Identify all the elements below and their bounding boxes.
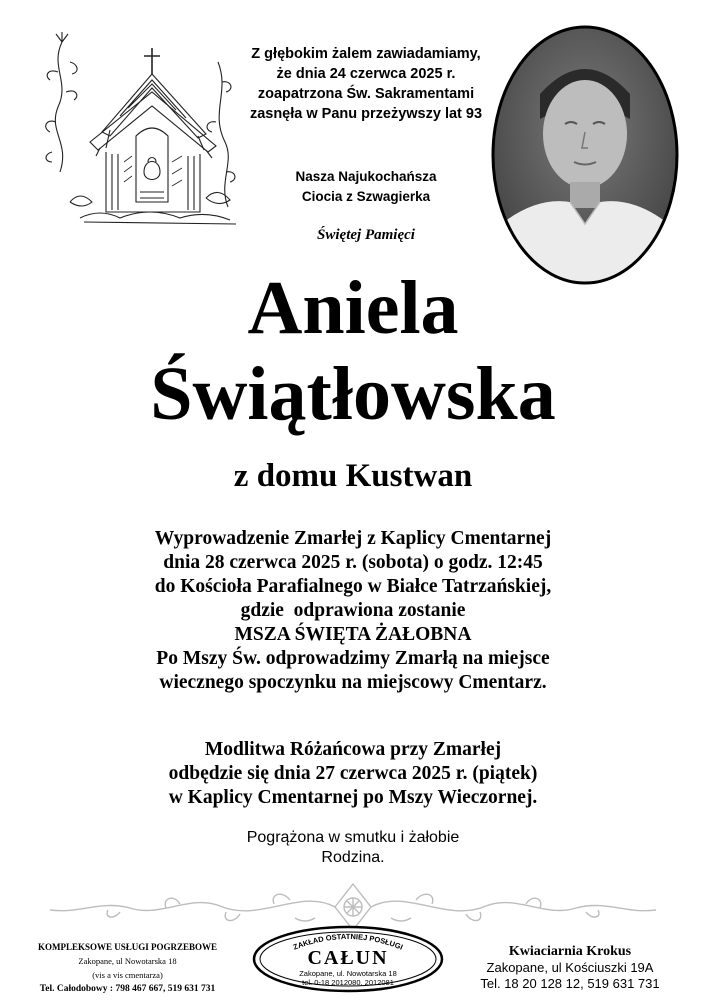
intro-line: zasnęła w Panu przeżywszy lat 93	[249, 106, 483, 122]
relation-text	[235, 167, 497, 207]
mourners-line: Rodzina.	[321, 849, 385, 866]
intro-text	[235, 44, 497, 124]
funeral-home-note: (vis a vis cmentarza)	[92, 970, 163, 980]
maiden-name: z domu Kustwan	[233, 458, 473, 494]
logo-phone: tel. 0-18 2012080, 2012081	[302, 978, 394, 987]
funeral-line: Wyprowadzenie Zmarłej z Kaplicy Cmentarnej	[154, 528, 552, 549]
funeral-info	[0, 527, 706, 695]
florist-phone: Tel. 18 20 128 12, 519 631 731	[480, 976, 660, 991]
rosary-line: Modlitwa Różańcowa przy Zmarłej	[204, 739, 502, 760]
funeral-line: MSZA ŚWIĘTA ŻAŁOBNA	[234, 624, 472, 645]
rosary-line: w Kaplicy Cmentarnej po Mszy Wieczornej.	[168, 787, 538, 808]
funeral-home-phone: Tel. Całodobowy : 798 467 667, 519 631 731	[39, 984, 216, 994]
funeral-home-info	[10, 940, 245, 996]
funeral-line: do Kościoła Parafialnego w Białce Tatrzańskiej,	[154, 576, 552, 597]
deceased-first-name: Aniela	[247, 266, 459, 350]
relation-line: Ciocia z Szwagierka	[301, 189, 431, 204]
mourners-line: Pogrążona w smutku i żałobie	[246, 829, 460, 846]
funeral-home-address: Zakopane, ul Nowotarska 18	[78, 956, 177, 966]
intro-line: zoapatrzona Św. Sakramentami	[257, 86, 475, 102]
mourners-text	[0, 828, 706, 868]
deceased-surname: Świątłowska	[150, 352, 556, 436]
florist-name: Kwiaciarnia Krokus	[508, 944, 632, 959]
funeral-home-name: KOMPLEKSOWE USŁUGI POGRZEBOWE	[37, 942, 218, 952]
florist-address: Zakopane, ul Kościuszki 19A	[486, 960, 654, 975]
logo-arc-text: ZAKŁAD OSTATNIEJ POSŁUGI	[291, 931, 405, 952]
funeral-line: Po Mszy Św. odprowadzimy Zmarłą na miejsce	[156, 648, 550, 669]
relation-line: Nasza Najukochańsza	[295, 169, 437, 184]
logo-address: Zakopane, ul. Nowotarska 18	[299, 969, 397, 978]
funeral-line: gdzie odprawiona zostanie	[240, 600, 466, 621]
funeral-line: dnia 28 czerwca 2025 r. (sobota) o godz. 12:45	[163, 552, 543, 573]
rosary-info	[0, 738, 706, 810]
chapel-sketch-icon	[40, 22, 240, 230]
intro-line: że dnia 24 czerwca 2025 r.	[276, 66, 456, 82]
logo-name: CAŁUN	[307, 947, 389, 969]
florist-info	[454, 944, 686, 992]
funeral-line: wiecznego spoczynku na miejscowy Cmentarz.	[159, 672, 547, 693]
intro-line: Z głębokim żalem zawiadamiamy,	[251, 46, 481, 62]
calun-logo	[251, 924, 445, 994]
memory-heading: Świętej Pamięci	[317, 227, 415, 243]
portrait-photo	[490, 24, 680, 286]
rosary-line: odbędzie się dnia 27 czerwca 2025 r. (piątek)	[168, 763, 538, 784]
